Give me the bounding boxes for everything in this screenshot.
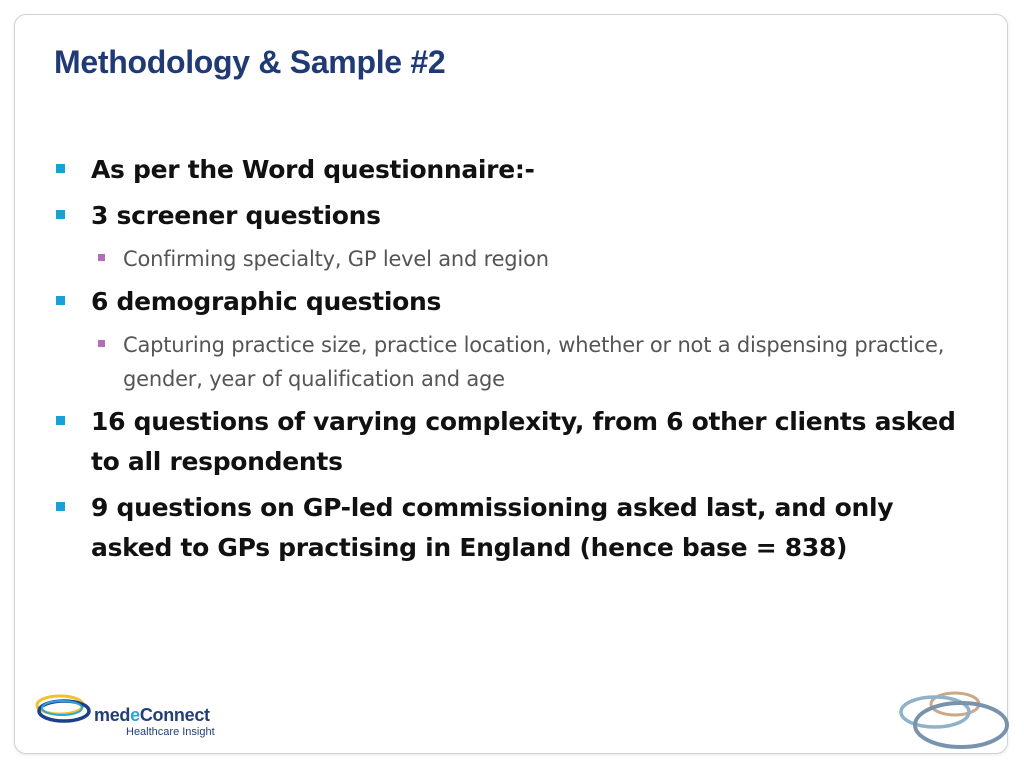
bullet-text: As per the Word questionnaire:- xyxy=(91,155,535,184)
logo-wordmark xyxy=(94,705,210,726)
bullet-list xyxy=(56,150,976,574)
square-bullet-icon xyxy=(56,164,65,173)
bullet-text: 9 questions on GP-led commissioning asked last, and only asked to GPs practising in England (hence base = 838) xyxy=(91,493,894,562)
bullet-item xyxy=(56,196,976,236)
sub-bullet-item xyxy=(98,242,976,276)
bullet-item xyxy=(56,488,976,568)
bullet-text: 6 demographic questions xyxy=(91,287,442,316)
bullet-text: 3 screener questions xyxy=(91,201,381,230)
square-bullet-icon xyxy=(98,340,105,347)
logo-tagline: Healthcare Insight xyxy=(126,726,215,738)
slide-title: Methodology & Sample #2 xyxy=(54,44,446,80)
bullet-item xyxy=(56,402,976,482)
logo-word-part: Connect xyxy=(139,705,210,725)
overlapping-rings-icon xyxy=(895,686,1015,752)
square-bullet-icon xyxy=(56,210,65,219)
bullet-item xyxy=(56,282,976,322)
square-bullet-icon xyxy=(56,296,65,305)
logo-word-part: med xyxy=(94,705,131,725)
bullet-text: 16 questions of varying complexity, from 6 other clients asked to all respondents xyxy=(91,407,956,476)
sub-bullet-text: Capturing practice size, practice location, whether or not a dispensing practice, gender, year of qualification and age xyxy=(123,333,945,391)
square-bullet-icon xyxy=(56,416,65,425)
bullet-item xyxy=(56,150,976,190)
square-bullet-icon xyxy=(98,254,105,261)
sub-bullet-text: Confirming specialty, GP level and region xyxy=(123,247,549,271)
sub-bullet-item xyxy=(98,328,976,396)
square-bullet-icon xyxy=(56,502,65,511)
logo-word-part: e xyxy=(130,705,140,725)
medeconnect-logo xyxy=(34,692,244,742)
